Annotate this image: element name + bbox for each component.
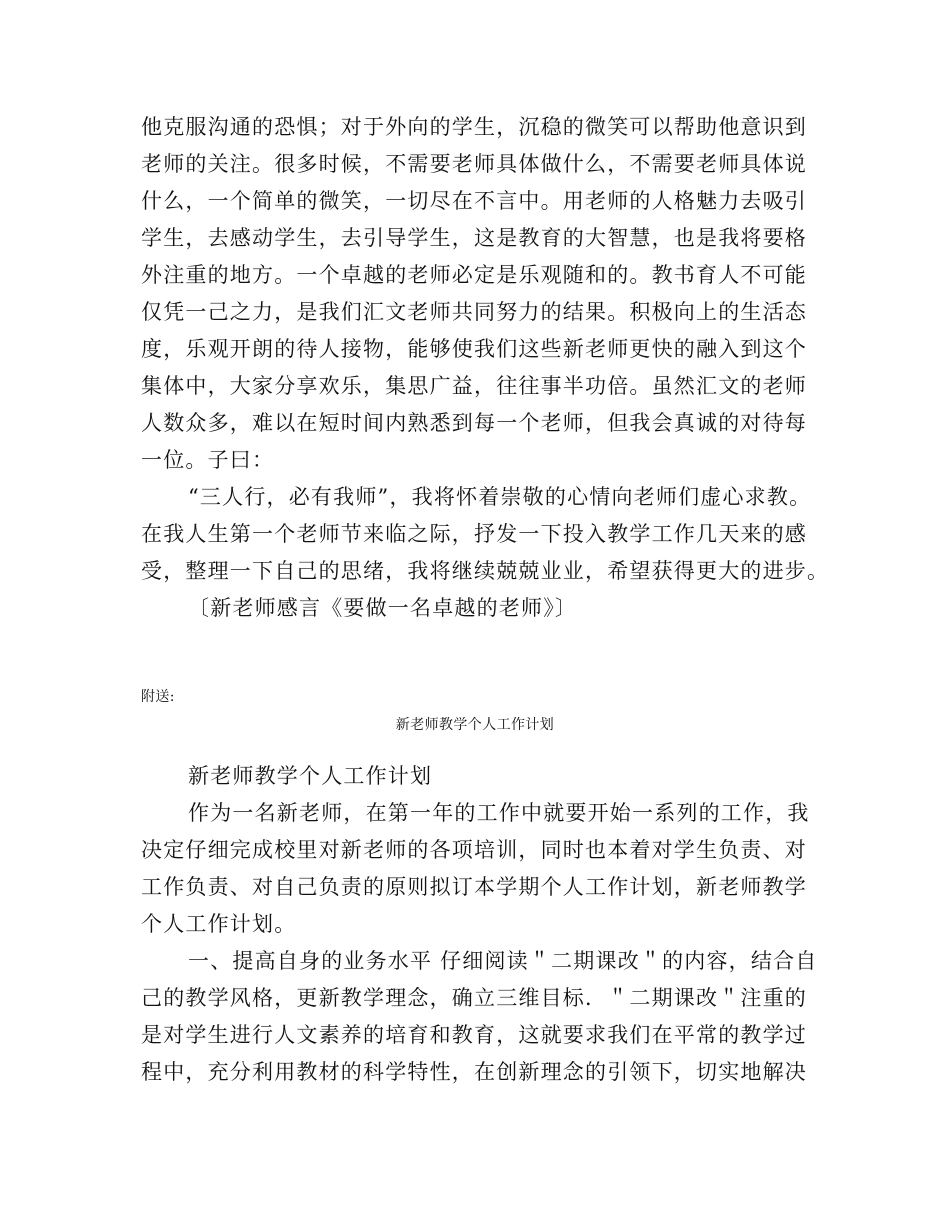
appendix-title: 新老师教学个人工作计划 bbox=[395, 717, 555, 733]
paragraph-line: 仅凭一己之力，是我们汇文老师共同努力的结果。积极向上的生活态 bbox=[141, 300, 807, 324]
paragraph-line: 工作负责、对自己负责的原则拟订本学期个人工作计划，新老师教学 bbox=[141, 875, 807, 899]
paragraph-line: 人数众多，难以在短时间内熟悉到每一个老师，但我会真诚的对待每 bbox=[141, 411, 807, 435]
paragraph-line: 学生，去感动学生，去引导学生，这是教育的大智慧，也是我将要格 bbox=[141, 226, 807, 250]
appendix-label: 附送: bbox=[141, 689, 175, 705]
source-note: 〔新老师感言《要做一名卓越的老师》〕 bbox=[188, 596, 578, 620]
paragraph-line: 一位。子曰： bbox=[141, 448, 275, 472]
paragraph-line: 作为一名新老师，在第一年的工作中就要开始一系列的工作，我 bbox=[188, 801, 810, 825]
section-heading: 新老师教学个人工作计划 bbox=[188, 764, 433, 788]
paragraph-line: 什么，一个简单的微笑，一切尽在不言中。用老师的人格魅力去吸引 bbox=[141, 189, 807, 213]
paragraph-line: 在我人生第一个老师节来临之际，抒发一下投入教学工作几天来的感 bbox=[141, 522, 807, 546]
paragraph-line: 外注重的地方。一个卓越的老师必定是乐观随和的。教书育人不可能 bbox=[141, 263, 807, 287]
paragraph-line: 受，整理一下自己的思绪，我将继续兢兢业业，希望获得更大的进步。 bbox=[141, 559, 830, 583]
paragraph-line: 度，乐观开朗的待人接物，能够使我们这些新老师更快的融入到这个 bbox=[141, 337, 807, 361]
paragraph-line: 他克服沟通的恐惧；对于外向的学生，沉稳的微笑可以帮助他意识到 bbox=[141, 115, 807, 139]
paragraph-line: 集体中，大家分享欢乐，集思广益，往往事半功倍。虽然汇文的老师 bbox=[141, 374, 807, 398]
paragraph-line: 老师的关注。很多时候，不需要老师具体做什么，不需要老师具体说 bbox=[141, 152, 807, 176]
paragraph-line: 一、提高自身的业务水平 仔细阅读＂二期课改＂的内容，结合自 bbox=[188, 949, 818, 973]
paragraph-line: “三人行，必有我师”，我将怀着崇敬的心情向老师们虚心求教。 bbox=[188, 485, 812, 509]
paragraph-line: 程中，充分利用教材的科学特性，在创新理念的引领下，切实地解决 bbox=[141, 1060, 807, 1084]
paragraph-line: 决定仔细完成校里对新老师的各项培训，同时也本着对学生负责、对 bbox=[141, 838, 807, 862]
paragraph-line: 是对学生进行人文素养的培育和教育，这就要求我们在平常的教学过 bbox=[141, 1023, 807, 1047]
paragraph-line: 己的教学风格，更新教学理念，确立三维目标．＂二期课改＂注重的 bbox=[141, 986, 807, 1010]
paragraph-line: 个人工作计划。 bbox=[141, 912, 297, 936]
